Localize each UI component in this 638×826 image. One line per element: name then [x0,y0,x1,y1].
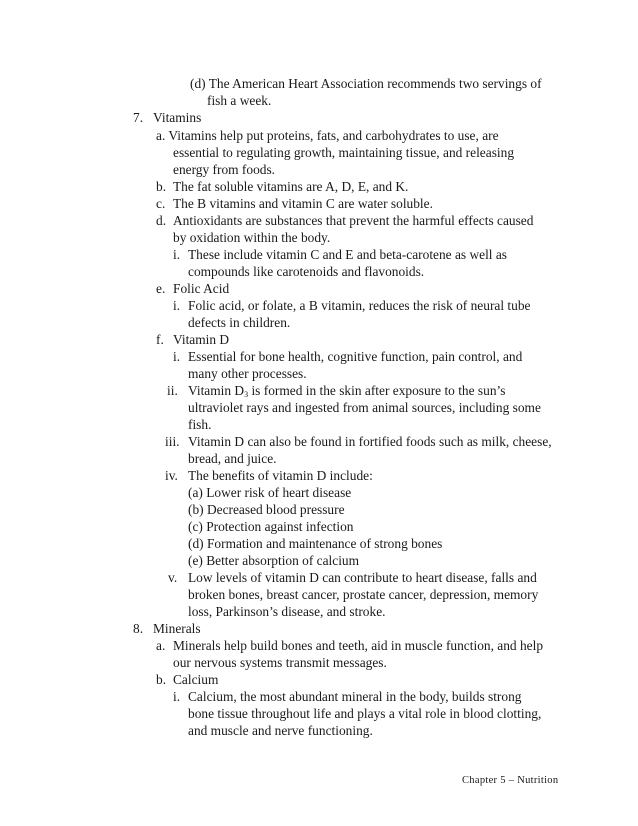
list-item [173,246,507,263]
list-item [156,212,533,229]
item-text: Folic Acid [173,281,230,296]
list-marker: i. [173,298,181,313]
sub-list-item: (e) Better absorption of calcium [188,553,360,568]
list-marker: iii. [165,434,180,449]
text-line: fish a week. [207,93,272,108]
item-text: Vitamin D [188,383,245,398]
list-item [156,280,229,297]
page-footer: Chapter 5 – Nutrition [462,775,559,786]
subscript: 3 [244,390,249,399]
list-item [168,569,537,586]
list-item [165,433,552,450]
section-heading-minerals [133,620,201,637]
text-line: a. Vitamins help put proteins, fats, and carbohydrates to use, are [156,128,499,143]
text-line: essential to regulating growth, maintaining tissue, and releasing [173,145,515,160]
item-text: Antioxidants are substances that prevent the harmful effects caused [173,213,534,228]
sub-list-item: (a) Lower risk of heart disease [188,485,352,500]
item-text: Folic acid, or folate, a B vitamin, reduces the risk of neural tube [188,298,531,313]
text-line: defects in children. [188,315,291,330]
item-text: is formed in the skin after exposure to the sun’s [248,383,506,398]
sub-list-item: (d) Formation and maintenance of strong bones [188,536,443,551]
item-text: Vitamin D can also be found in fortified foods such as milk, cheese, [188,434,552,449]
list-marker: e. [156,281,166,296]
item-text: Calcium [173,672,219,687]
text-line: bone tissue throughout life and plays a vital role in blood clotting, [188,706,542,721]
text-line: broken bones, breast cancer, prostate cancer, depression, memory [188,587,539,602]
heading-text: Minerals [153,621,201,636]
text-line: ultraviolet rays and ingested from animal sources, including some [188,400,541,415]
list-item [156,637,543,654]
list-marker: iv. [165,468,178,483]
item-text: The benefits of vitamin D include: [188,468,373,483]
list-marker: 7. [133,110,144,125]
item-text: Calcium, the most abundant mineral in the body, builds strong [188,689,522,704]
list-item [167,382,505,399]
list-item [156,671,218,688]
list-marker: b. [156,672,167,687]
list-item [156,178,408,195]
text-line: our nervous systems transmit messages. [173,655,387,670]
list-marker: i. [173,689,181,704]
list-marker: 8. [133,621,144,636]
text-line: (d) The American Heart Association recommends two servings of [190,76,542,91]
item-text: Low levels of vitamin D can contribute to heart disease, falls and [188,570,537,585]
item-text: The fat soluble vitamins are A, D, E, and K. [173,179,409,194]
item-text: These include vitamin C and E and beta-carotene as well as [188,247,508,262]
sub-list-item: (b) Decreased blood pressure [188,502,345,517]
text-line: by oxidation within the body. [173,230,331,245]
text-line: bread, and juice. [188,451,277,466]
text-line: many other processes. [188,366,307,381]
sub-list-item: (c) Protection against infection [188,519,354,534]
list-item [156,195,433,212]
list-item [173,297,530,314]
list-marker: i. [173,349,181,364]
list-item [165,467,373,484]
list-marker: b. [156,179,167,194]
list-item [156,331,229,348]
list-marker: d. [156,213,167,228]
text-line: energy from foods. [173,162,276,177]
list-item [173,348,522,365]
list-marker: i. [173,247,181,262]
text-line: compounds like carotenoids and flavonoids. [188,264,425,279]
item-text: The B vitamins and vitamin C are water soluble. [173,196,433,211]
section-heading-vitamins [133,109,201,126]
item-text: Vitamin D [173,332,230,347]
item-text: Essential for bone health, cognitive function, pain control, and [188,349,523,364]
text-line: and muscle and nerve functioning. [188,723,373,738]
text-line: fish. [188,417,212,432]
text-line: loss, Parkinson’s disease, and stroke. [188,604,386,619]
item-text: Minerals help build bones and teeth, aid in muscle function, and help [173,638,544,653]
list-marker: c. [156,196,166,211]
list-marker: ii. [167,383,178,398]
list-item [173,688,521,705]
list-marker: f. [156,332,164,347]
heading-text: Vitamins [153,110,202,125]
list-marker: v. [168,570,178,585]
list-marker: a. [156,638,166,653]
